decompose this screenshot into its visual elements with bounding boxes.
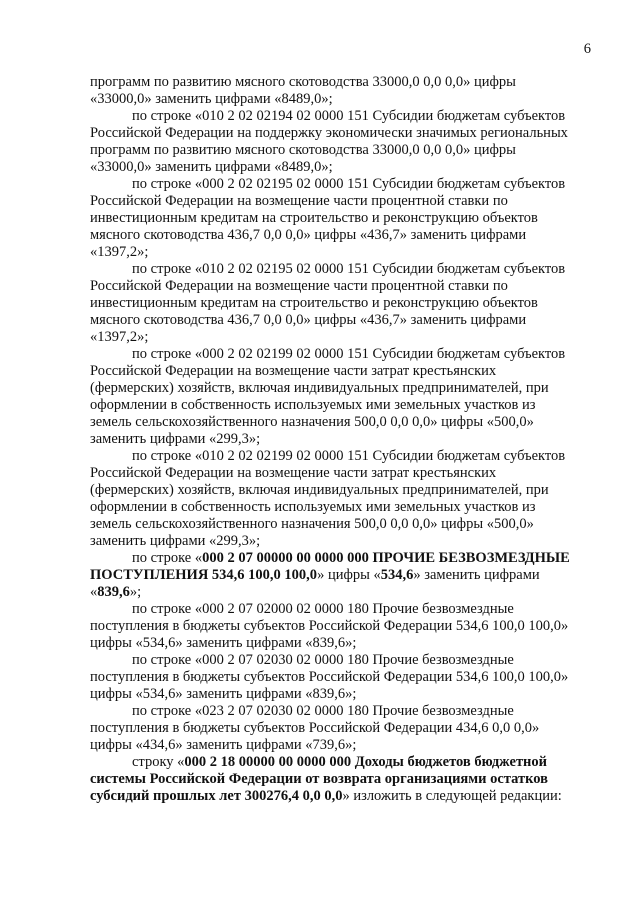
paragraph: по строке «023 2 07 02030 02 0000 180 Прочие безвозмездные поступления в бюджеты субъектов Российской Федерации 434,6 0,0 0,0» цифры «434,6» заменить цифрами «739,6»;	[90, 703, 540, 753]
paragraph: программ по развитию мясного скотоводства 33000,0 0,0 0,0» цифры «33000,0» заменить цифрами «8489,0»;	[90, 74, 516, 107]
page-number: 6	[583, 41, 591, 57]
text-run: » цифры «	[317, 567, 381, 583]
paragraph: по строке «000 2 07 02000 02 0000 180 Прочие безвозмездные поступления в бюджеты субъектов Российской Федерации 534,6 100,0 100,0» цифры «534,6» заменить цифрами «839,6»;	[90, 601, 569, 651]
paragraph: по строке «010 2 02 02194 02 0000 151 Субсидии бюджетам субъектов Российской Федерации на поддержку экономически значимых региональных программ по развитию мясного скотоводства 33000,0 0,0 0,0» цифры «33000,0» заменить цифрами «8489,0»;	[90, 108, 568, 175]
paragraph: по строке «000 2 02 02199 02 0000 151 Субсидии бюджетам субъектов Российской Федерации на возмещение части затрат крестьянских (фермерских) хозяйств, включая индивидуальных предпринимателей, при оформлении в собственность используемых ими земельных участков из земель сельскохозяйственного назначения 500,0 0,0 0,0» цифры «500,0» заменить цифрами «299,3»;	[90, 346, 566, 447]
paragraph-mixed	[90, 754, 591, 805]
text-run: » изложить в следующей редакции:	[342, 788, 562, 804]
paragraph: по строке «000 2 02 02195 02 0000 151 Субсидии бюджетам субъектов Российской Федерации на возмещение части процентной ставки по инвестиционным кредитам на строительство и реконструкцию объектов мясного скотоводства 436,7 0,0 0,0» цифры «436,7» заменить цифрами «1397,2»;	[90, 176, 566, 260]
text-run: » заменить цифрами «	[90, 567, 540, 600]
paragraph: по строке «010 2 02 02195 02 0000 151 Субсидии бюджетам субъектов Российской Федерации на возмещение части процентной ставки по инвестиционным кредитам на строительство и реконструкцию объектов мясного скотоводства 436,7 0,0 0,0» цифры «436,7» заменить цифрами «1397,2»;	[90, 261, 566, 345]
text-run: по строке «	[132, 550, 203, 566]
text-run: »;	[129, 584, 142, 600]
bold-run: 839,6	[97, 584, 130, 600]
document-body	[90, 74, 591, 805]
bold-run: 534,6	[380, 567, 414, 583]
bold-run: 000 2 07 00000 00 0000 000 ПРОЧИЕ БЕЗВОЗМЕЗДНЫЕ ПОСТУПЛЕНИЯ 534,6 100,0 100,0	[90, 550, 570, 583]
text-run: строку «	[132, 754, 185, 770]
paragraph: по строке «010 2 02 02199 02 0000 151 Субсидии бюджетам субъектов Российской Федерации на возмещение части затрат крестьянских (фермерских) хозяйств, включая индивидуальных предпринимателей, при оформлении в собственность используемых ими земельных участков из земель сельскохозяйственного назначения 500,0 0,0 0,0» цифры «500,0» заменить цифрами «299,3»;	[90, 448, 566, 549]
paragraph: по строке «000 2 07 02030 02 0000 180 Прочие безвозмездные поступления в бюджеты субъектов Российской Федерации 534,6 100,0 100,0» цифры «534,6» заменить цифрами «839,6»;	[90, 652, 569, 702]
bold-run: 000 2 18 00000 00 0000 000 Доходы бюджетов бюджетной системы Российской Федерации от возврата организациями остатков субсидий прошлых лет 300276,4 0,0 0,0	[90, 754, 549, 804]
paragraph-mixed	[90, 550, 591, 601]
